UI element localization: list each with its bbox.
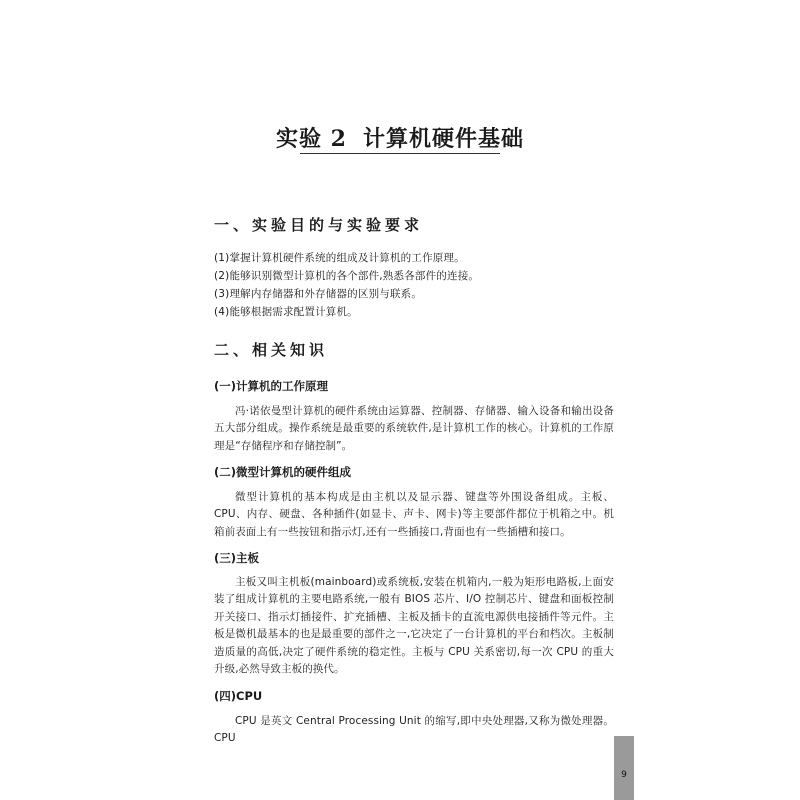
subsection-heading-mainboard: (三)主板 bbox=[214, 551, 260, 565]
objective-item-1: (1)掌握计算机硬件系统的组成及计算机的工作原理。 bbox=[214, 252, 465, 264]
subsection-heading-cpu: (四)CPU bbox=[214, 689, 263, 703]
paragraph-hardware-composition: 微型计算机的基本构成是由主机以及显示器、键盘等外围设备组成。主板、CPU、内存、硬盘、各种插件(如显卡、声卡、网卡)等主要部件都位于机箱之中。机箱前表面上有一些按钮和指示灯,还有一些插接口,背面也有一些插槽和接口。 bbox=[214, 491, 614, 538]
paragraph-mainboard: 主板又叫主机板(mainboard)或系统板,安装在机箱内,一般为矩形电路板,上面安装了组成计算机的主要电路系统,一般有 BIOS 芯片、I/O 控制芯片、键盘和面板控制开关接口、指示灯插接件、扩充插槽、主板及插卡的直流电源供电接插件等元件。主板是微机最基本的也是最重要的部件之一,它决定了一台计算机的平台和档次。主板制造质量的高低,决定了硬件系统的稳定性。主板与 CPU 关系密切,每一次 CPU 的重大升级,必然导致主板的换代。 bbox=[214, 576, 614, 676]
chapter-name: 计算机硬件基础 bbox=[362, 126, 524, 152]
objective-item-4: (4)能够根据需求配置计算机。 bbox=[214, 306, 358, 318]
subsection-heading-working-principle: (一)计算机的工作原理 bbox=[214, 379, 329, 393]
page-side-tab bbox=[614, 736, 634, 800]
page-number: 9 bbox=[621, 770, 627, 780]
objective-item-3: (3)理解内存储器和外存储器的区别与联系。 bbox=[214, 288, 423, 300]
chapter-number: 实验 2 bbox=[276, 126, 347, 152]
chapter-title bbox=[0, 122, 800, 153]
section-heading-knowledge: 二、相关知识 bbox=[214, 341, 329, 359]
title-underline bbox=[300, 153, 500, 154]
paragraph-cpu: CPU 是英文 Central Processing Unit 的缩写,即中央处理器,又称为微处理器。CPU bbox=[214, 715, 614, 745]
section-heading-objectives: 一、实验目的与实验要求 bbox=[214, 216, 424, 234]
objective-item-2: (2)能够识别微型计算机的各个部件,熟悉各部件的连接。 bbox=[214, 270, 480, 282]
subsection-heading-hardware-composition: (二)微型计算机的硬件组成 bbox=[214, 465, 352, 479]
paragraph-working-principle: 冯·诺依曼型计算机的硬件系统由运算器、控制器、存储器、输入设备和输出设备五大部分组成。操作系统是最重要的系统软件,是计算机工作的核心。计算机的工作原理是“存储程序和存储控制”。 bbox=[214, 405, 614, 452]
